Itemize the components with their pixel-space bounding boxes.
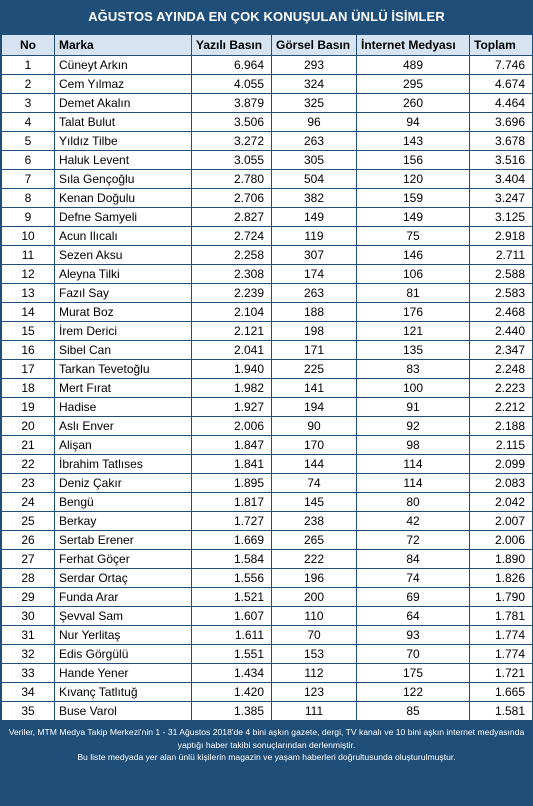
cell-gorsel-basin: 188 [272,303,357,322]
cell-yazili-basin: 1.521 [192,588,272,607]
cell-gorsel-basin: 145 [272,493,357,512]
cell-marka: İbrahim Tatlıses [55,455,192,474]
cell-yazili-basin: 2.239 [192,284,272,303]
cell-marka: Sıla Gençoğlu [55,170,192,189]
cell-gorsel-basin: 119 [272,227,357,246]
cell-gorsel-basin: 225 [272,360,357,379]
cell-no: 20 [2,417,55,436]
cell-toplam: 2.918 [470,227,533,246]
cell-toplam: 3.247 [470,189,533,208]
table-row [2,379,533,398]
cell-marka: Demet Akalın [55,94,192,113]
table-header-row [2,35,533,56]
cell-yazili-basin: 2.308 [192,265,272,284]
cell-gorsel-basin: 325 [272,94,357,113]
cell-no: 2 [2,75,55,94]
cell-internet-medyasi: 114 [357,455,470,474]
cell-yazili-basin: 2.006 [192,417,272,436]
table-row [2,265,533,284]
cell-toplam: 2.006 [470,531,533,550]
cell-no: 27 [2,550,55,569]
cell-yazili-basin: 1.841 [192,455,272,474]
cell-marka: Sertab Erener [55,531,192,550]
cell-yazili-basin: 1.385 [192,702,272,721]
cell-toplam: 1.774 [470,645,533,664]
cell-marka: Acun Ilıcalı [55,227,192,246]
cell-internet-medyasi: 69 [357,588,470,607]
cell-no: 15 [2,322,55,341]
footer-note [0,721,533,764]
table-body [2,56,533,721]
cell-marka: Tarkan Tevetoğlu [55,360,192,379]
cell-toplam: 1.890 [470,550,533,569]
cell-toplam: 2.347 [470,341,533,360]
cell-marka: Berkay [55,512,192,531]
cell-marka: Edis Görgülü [55,645,192,664]
cell-marka: Cem Yılmaz [55,75,192,94]
column-header-internet-medyasi: İnternet Medyası [357,35,470,56]
footer-scope-text: Bu liste medyada yer alan ünlü kişilerin magazin ve yaşam haberleri doğrultusunda oluşturulmuştur. [77,752,456,762]
cell-toplam: 3.516 [470,151,533,170]
cell-no: 16 [2,341,55,360]
cell-toplam: 1.826 [470,569,533,588]
cell-yazili-basin: 1.611 [192,626,272,645]
column-header-toplam: Toplam [470,35,533,56]
table-row [2,531,533,550]
cell-gorsel-basin: 149 [272,208,357,227]
cell-internet-medyasi: 159 [357,189,470,208]
cell-internet-medyasi: 80 [357,493,470,512]
table-row [2,417,533,436]
cell-no: 29 [2,588,55,607]
cell-toplam: 1.665 [470,683,533,702]
cell-marka: Mert Fırat [55,379,192,398]
table-row [2,474,533,493]
cell-internet-medyasi: 156 [357,151,470,170]
table-row [2,341,533,360]
table-row [2,227,533,246]
cell-no: 22 [2,455,55,474]
cell-internet-medyasi: 175 [357,664,470,683]
cell-yazili-basin: 1.551 [192,645,272,664]
table-row [2,284,533,303]
cell-marka: Sezen Aksu [55,246,192,265]
cell-internet-medyasi: 93 [357,626,470,645]
cell-marka: Haluk Levent [55,151,192,170]
cell-no: 14 [2,303,55,322]
cell-yazili-basin: 3.272 [192,132,272,151]
cell-toplam: 2.083 [470,474,533,493]
cell-toplam: 2.588 [470,265,533,284]
cell-marka: Deniz Çakır [55,474,192,493]
cell-gorsel-basin: 174 [272,265,357,284]
cell-yazili-basin: 2.121 [192,322,272,341]
cell-toplam: 1.781 [470,607,533,626]
cell-yazili-basin: 1.669 [192,531,272,550]
cell-toplam: 2.115 [470,436,533,455]
cell-no: 24 [2,493,55,512]
cell-no: 32 [2,645,55,664]
table-row [2,322,533,341]
table-row [2,455,533,474]
table-row [2,94,533,113]
page-title: AĞUSTOS AYINDA EN ÇOK KONUŞULAN ÜNLÜ İSİMLER [88,9,445,24]
cell-no: 23 [2,474,55,493]
cell-toplam: 2.583 [470,284,533,303]
cell-internet-medyasi: 74 [357,569,470,588]
ranking-table [1,34,533,721]
cell-yazili-basin: 2.780 [192,170,272,189]
cell-marka: Defne Samyeli [55,208,192,227]
cell-marka: Kıvanç Tatlıtuğ [55,683,192,702]
cell-internet-medyasi: 295 [357,75,470,94]
cell-marka: Aleyna Tilki [55,265,192,284]
cell-yazili-basin: 1.817 [192,493,272,512]
table-row [2,132,533,151]
cell-gorsel-basin: 70 [272,626,357,645]
cell-internet-medyasi: 135 [357,341,470,360]
table-row [2,588,533,607]
cell-gorsel-basin: 198 [272,322,357,341]
cell-no: 28 [2,569,55,588]
table-row [2,436,533,455]
cell-marka: Şevval Sam [55,607,192,626]
table-row [2,398,533,417]
cell-yazili-basin: 2.258 [192,246,272,265]
cell-no: 33 [2,664,55,683]
cell-toplam: 4.464 [470,94,533,113]
cell-marka: Serdar Ortaç [55,569,192,588]
cell-no: 1 [2,56,55,75]
cell-gorsel-basin: 196 [272,569,357,588]
cell-no: 4 [2,113,55,132]
table-row [2,512,533,531]
cell-yazili-basin: 3.506 [192,113,272,132]
cell-marka: Aslı Enver [55,417,192,436]
table-row [2,208,533,227]
cell-toplam: 7.746 [470,56,533,75]
cell-no: 35 [2,702,55,721]
cell-internet-medyasi: 489 [357,56,470,75]
cell-toplam: 2.440 [470,322,533,341]
cell-toplam: 2.042 [470,493,533,512]
cell-yazili-basin: 2.827 [192,208,272,227]
cell-gorsel-basin: 382 [272,189,357,208]
cell-internet-medyasi: 146 [357,246,470,265]
footer-source-text: Veriler, MTM Medya Takip Merkezi'nin 1 - 31 Ağustos 2018'de 4 bini aşkın gazete, dergi, TV kanalı ve 10 bini aşkın internet medyasında yaptığı haber takibi sonuçlarından derlenmiştir. [8,727,525,750]
cell-toplam: 1.581 [470,702,533,721]
cell-no: 17 [2,360,55,379]
cell-no: 31 [2,626,55,645]
cell-no: 34 [2,683,55,702]
cell-marka: Nur Yerlitaş [55,626,192,645]
cell-yazili-basin: 4.055 [192,75,272,94]
cell-yazili-basin: 3.055 [192,151,272,170]
cell-no: 25 [2,512,55,531]
cell-toplam: 2.007 [470,512,533,531]
cell-yazili-basin: 1.847 [192,436,272,455]
cell-marka: Hadise [55,398,192,417]
table-row [2,189,533,208]
cell-yazili-basin: 1.982 [192,379,272,398]
cell-toplam: 3.678 [470,132,533,151]
cell-gorsel-basin: 96 [272,113,357,132]
cell-yazili-basin: 1.727 [192,512,272,531]
table-row [2,645,533,664]
cell-gorsel-basin: 324 [272,75,357,94]
cell-internet-medyasi: 176 [357,303,470,322]
cell-marka: Bengü [55,493,192,512]
cell-marka: Funda Arar [55,588,192,607]
cell-marka: Cüneyt Arkın [55,56,192,75]
cell-internet-medyasi: 81 [357,284,470,303]
cell-gorsel-basin: 305 [272,151,357,170]
cell-internet-medyasi: 121 [357,322,470,341]
cell-yazili-basin: 2.104 [192,303,272,322]
cell-gorsel-basin: 200 [272,588,357,607]
column-header-no: No [2,35,55,56]
cell-yazili-basin: 1.927 [192,398,272,417]
column-header-yazili-basin: Yazılı Basın [192,35,272,56]
cell-internet-medyasi: 92 [357,417,470,436]
cell-marka: Yıldız Tilbe [55,132,192,151]
cell-gorsel-basin: 111 [272,702,357,721]
cell-marka: Talat Bulut [55,113,192,132]
cell-gorsel-basin: 110 [272,607,357,626]
cell-internet-medyasi: 120 [357,170,470,189]
cell-internet-medyasi: 75 [357,227,470,246]
cell-marka: İrem Derici [55,322,192,341]
cell-toplam: 2.468 [470,303,533,322]
table-row [2,113,533,132]
table-row [2,607,533,626]
cell-internet-medyasi: 64 [357,607,470,626]
cell-gorsel-basin: 74 [272,474,357,493]
cell-no: 11 [2,246,55,265]
cell-internet-medyasi: 260 [357,94,470,113]
cell-no: 12 [2,265,55,284]
cell-internet-medyasi: 94 [357,113,470,132]
table-row [2,56,533,75]
cell-toplam: 1.790 [470,588,533,607]
cell-yazili-basin: 3.879 [192,94,272,113]
table-row [2,151,533,170]
cell-gorsel-basin: 222 [272,550,357,569]
table-row [2,664,533,683]
cell-internet-medyasi: 122 [357,683,470,702]
cell-yazili-basin: 1.420 [192,683,272,702]
cell-toplam: 1.721 [470,664,533,683]
cell-gorsel-basin: 144 [272,455,357,474]
table-row [2,246,533,265]
cell-marka: Alişan [55,436,192,455]
cell-no: 30 [2,607,55,626]
table-row [2,550,533,569]
cell-no: 6 [2,151,55,170]
cell-yazili-basin: 1.607 [192,607,272,626]
cell-marka: Kenan Doğulu [55,189,192,208]
cell-internet-medyasi: 83 [357,360,470,379]
cell-yazili-basin: 1.940 [192,360,272,379]
cell-marka: Ferhat Göçer [55,550,192,569]
table-row [2,683,533,702]
cell-gorsel-basin: 263 [272,284,357,303]
column-header-gorsel-basin: Görsel Basın [272,35,357,56]
cell-internet-medyasi: 72 [357,531,470,550]
cell-gorsel-basin: 170 [272,436,357,455]
column-header-marka: Marka [55,35,192,56]
table-row [2,303,533,322]
cell-no: 5 [2,132,55,151]
table-row [2,170,533,189]
cell-gorsel-basin: 504 [272,170,357,189]
cell-gorsel-basin: 153 [272,645,357,664]
cell-marka: Murat Boz [55,303,192,322]
cell-gorsel-basin: 123 [272,683,357,702]
cell-gorsel-basin: 263 [272,132,357,151]
cell-toplam: 2.212 [470,398,533,417]
cell-no: 21 [2,436,55,455]
cell-marka: Sibel Can [55,341,192,360]
cell-toplam: 4.674 [470,75,533,94]
cell-no: 18 [2,379,55,398]
table-row [2,493,533,512]
cell-internet-medyasi: 42 [357,512,470,531]
cell-gorsel-basin: 307 [272,246,357,265]
cell-internet-medyasi: 100 [357,379,470,398]
cell-no: 7 [2,170,55,189]
cell-no: 10 [2,227,55,246]
cell-marka: Fazıl Say [55,284,192,303]
cell-no: 8 [2,189,55,208]
cell-yazili-basin: 2.706 [192,189,272,208]
cell-internet-medyasi: 98 [357,436,470,455]
cell-no: 9 [2,208,55,227]
cell-internet-medyasi: 84 [357,550,470,569]
cell-gorsel-basin: 194 [272,398,357,417]
cell-toplam: 2.099 [470,455,533,474]
cell-yazili-basin: 1.584 [192,550,272,569]
cell-gorsel-basin: 112 [272,664,357,683]
cell-yazili-basin: 2.041 [192,341,272,360]
table-row [2,702,533,721]
cell-no: 26 [2,531,55,550]
cell-internet-medyasi: 149 [357,208,470,227]
cell-internet-medyasi: 114 [357,474,470,493]
cell-toplam: 3.125 [470,208,533,227]
table-row [2,626,533,645]
cell-yazili-basin: 6.964 [192,56,272,75]
table-row [2,360,533,379]
cell-no: 19 [2,398,55,417]
cell-internet-medyasi: 91 [357,398,470,417]
cell-gorsel-basin: 141 [272,379,357,398]
cell-toplam: 1.774 [470,626,533,645]
cell-toplam: 3.404 [470,170,533,189]
cell-yazili-basin: 1.434 [192,664,272,683]
cell-gorsel-basin: 171 [272,341,357,360]
cell-no: 13 [2,284,55,303]
cell-toplam: 3.696 [470,113,533,132]
cell-toplam: 2.223 [470,379,533,398]
cell-yazili-basin: 1.895 [192,474,272,493]
cell-marka: Hande Yener [55,664,192,683]
cell-gorsel-basin: 293 [272,56,357,75]
cell-gorsel-basin: 238 [272,512,357,531]
cell-toplam: 2.188 [470,417,533,436]
cell-internet-medyasi: 85 [357,702,470,721]
cell-internet-medyasi: 143 [357,132,470,151]
cell-marka: Buse Varol [55,702,192,721]
table-row [2,569,533,588]
cell-toplam: 2.248 [470,360,533,379]
cell-no: 3 [2,94,55,113]
cell-internet-medyasi: 106 [357,265,470,284]
cell-toplam: 2.711 [470,246,533,265]
cell-yazili-basin: 1.556 [192,569,272,588]
table-row [2,75,533,94]
cell-gorsel-basin: 90 [272,417,357,436]
cell-internet-medyasi: 70 [357,645,470,664]
cell-gorsel-basin: 265 [272,531,357,550]
cell-yazili-basin: 2.724 [192,227,272,246]
